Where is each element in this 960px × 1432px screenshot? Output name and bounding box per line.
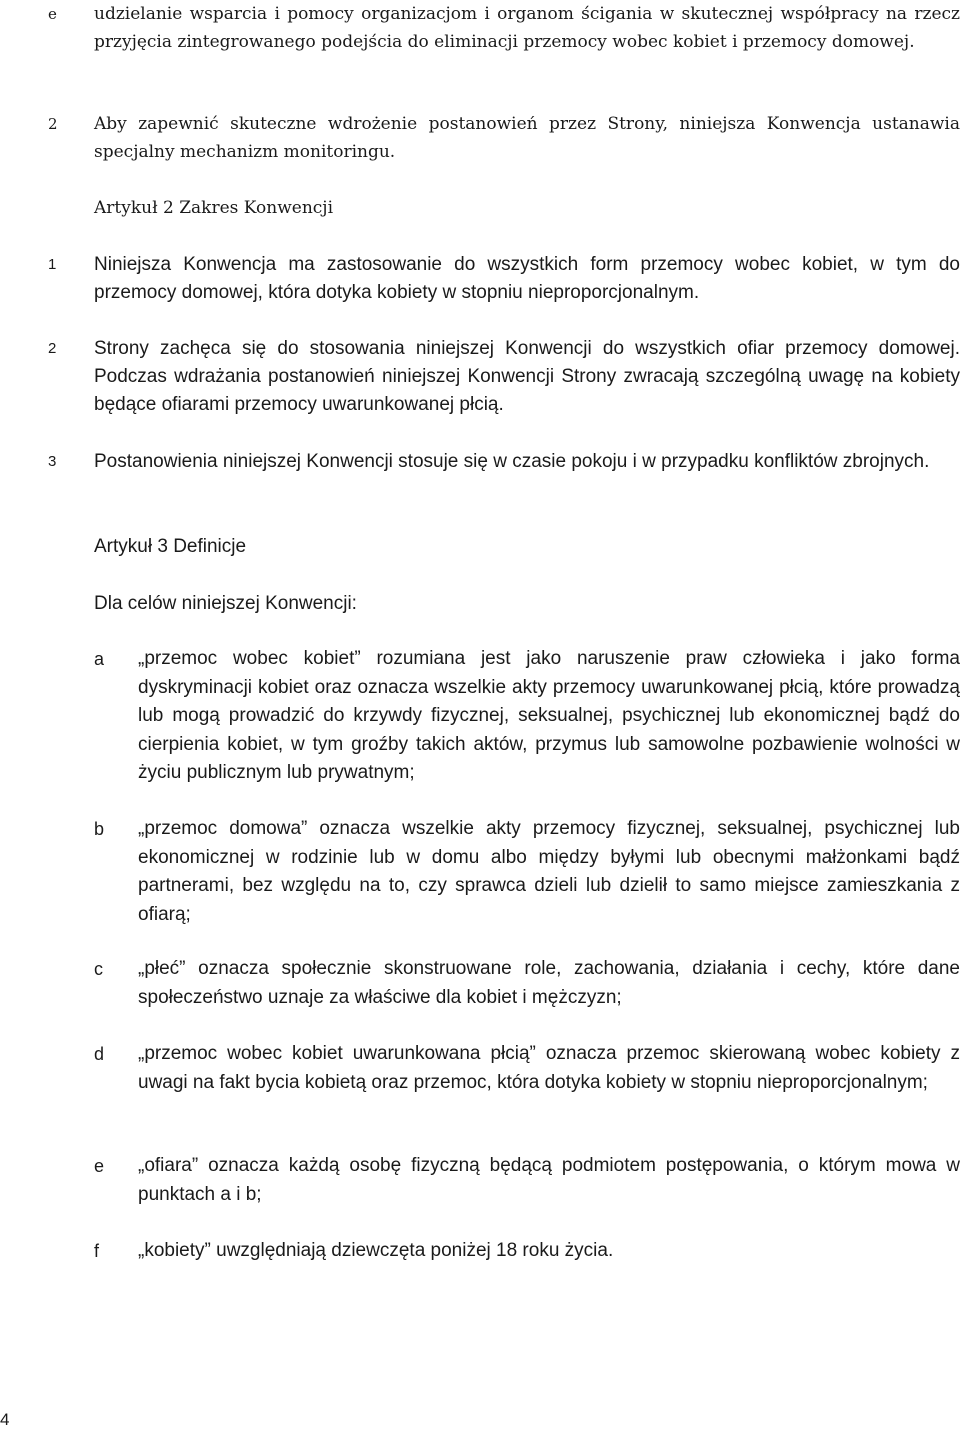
definition-b	[94, 815, 960, 929]
definition-c	[94, 955, 960, 1012]
definition-e	[94, 1152, 960, 1209]
paragraph-marker: 3	[48, 453, 57, 470]
paragraph-text: Postanowienia niniejszej Konwencji stosuje się w czasie pokoju i w przypadku konfliktów zbrojnych.	[94, 451, 930, 472]
article-3-heading: Artykuł 3 Definicje	[94, 536, 247, 557]
paragraph-marker: e	[48, 5, 57, 23]
definition-marker: b	[94, 819, 105, 839]
definition-text: „przemoc wobec kobiet” rozumiana jest jako naruszenie praw człowieka i jako forma dyskryminacji kobiet oraz oznacza wszelkie akty przemocy uwarunkowanej płcią, które prowadzą lub mogą prowadzić do krzywdy fizycznej, seksualnej, psychicznej lub ekonomicznej bądź do cierpienia kobiet, w tym groźby takich aktów, przymus lub samowolne pozbawienie wolności w życiu publicznym lub prywatnym;	[138, 648, 960, 783]
paragraph-text: Aby zapewnić skuteczne wdrożenie postanowień przez Strony, niniejsza Konwencja ustanawia specjalny mechanizm monitoringu.	[94, 114, 960, 162]
paragraph-text: Strony zachęca się do stosowania niniejszej Konwencji do wszystkich ofiar przemocy domowej. Podczas wdrażania postanowień niniejszej Konwencji Strony zwracają szczególną uwagę na kobiety będące ofiarami przemocy uwarunkowanej płcią.	[94, 338, 960, 415]
paragraph-marker: 2	[48, 340, 57, 357]
definition-marker: a	[94, 649, 105, 669]
article-2-paragraph-1	[48, 251, 960, 307]
definition-marker: f	[94, 1241, 100, 1261]
paragraph-text: udzielanie wsparcia i pomocy organizacjom i organom ścigania w skutecznej współpracy na rzecz przyjęcia zintegrowanego podejścia do eliminacji przemocy wobec kobiet i przemocy domowej.	[94, 4, 960, 52]
paragraph-text: Niniejsza Konwencja ma zastosowanie do wszystkich form przemocy wobec kobiet, w tym do przemocy domowej, która dotyka kobiety w stopniu nieproporcjonalnym.	[94, 254, 960, 303]
article-2-paragraph-2	[48, 335, 960, 419]
definition-f	[94, 1237, 960, 1266]
definition-text: „przemoc domowa” oznacza wszelkie akty przemocy fizycznej, seksualnej, psychicznej lub ekonomicznej w rodzinie lub w domu albo między byłymi lub obecnymi małżonkami bądź partnerami, bez względu na to, czy sprawca dzieli lub dzielił to samo miejsce zamieszkania z ofiarą;	[138, 818, 960, 925]
definition-text: „przemoc wobec kobiet uwarunkowana płcią” oznacza przemoc skierowaną wobec kobiety z uwagi na fakt bycia kobietą oraz przemoc, która dotyka kobiety w stopniu nieproporcjonalnym;	[138, 1043, 960, 1093]
article-2-paragraph-3	[48, 448, 960, 476]
definition-d	[94, 1040, 960, 1097]
paragraph-e	[48, 0, 960, 56]
definition-text: „ofiara” oznacza każdą osobę fizyczną będącą podmiotem postępowania, o którym mowa w punktach a i b;	[138, 1155, 960, 1205]
definition-text: „płeć” oznacza społecznie skonstruowane role, zachowania, działania i cechy, które dane społeczeństwo uznaje za właściwe dla kobiet i mężczyzn;	[138, 958, 960, 1008]
definition-text: „kobiety” uwzględniają dziewczęta poniżej 18 roku życia.	[138, 1240, 614, 1261]
article-3-intro: Dla celów niniejszej Konwencji:	[94, 593, 357, 614]
paragraph-marker: 2	[48, 115, 58, 133]
definition-marker: e	[94, 1156, 105, 1176]
definition-a	[94, 645, 960, 788]
paragraph-2	[48, 110, 960, 166]
paragraph-marker: 1	[48, 256, 57, 273]
definition-marker: c	[94, 959, 103, 979]
definition-marker: d	[94, 1044, 105, 1064]
article-2-heading: Artykuł 2 Zakres Konwencji	[94, 198, 334, 218]
page-number: 4	[0, 1410, 10, 1429]
